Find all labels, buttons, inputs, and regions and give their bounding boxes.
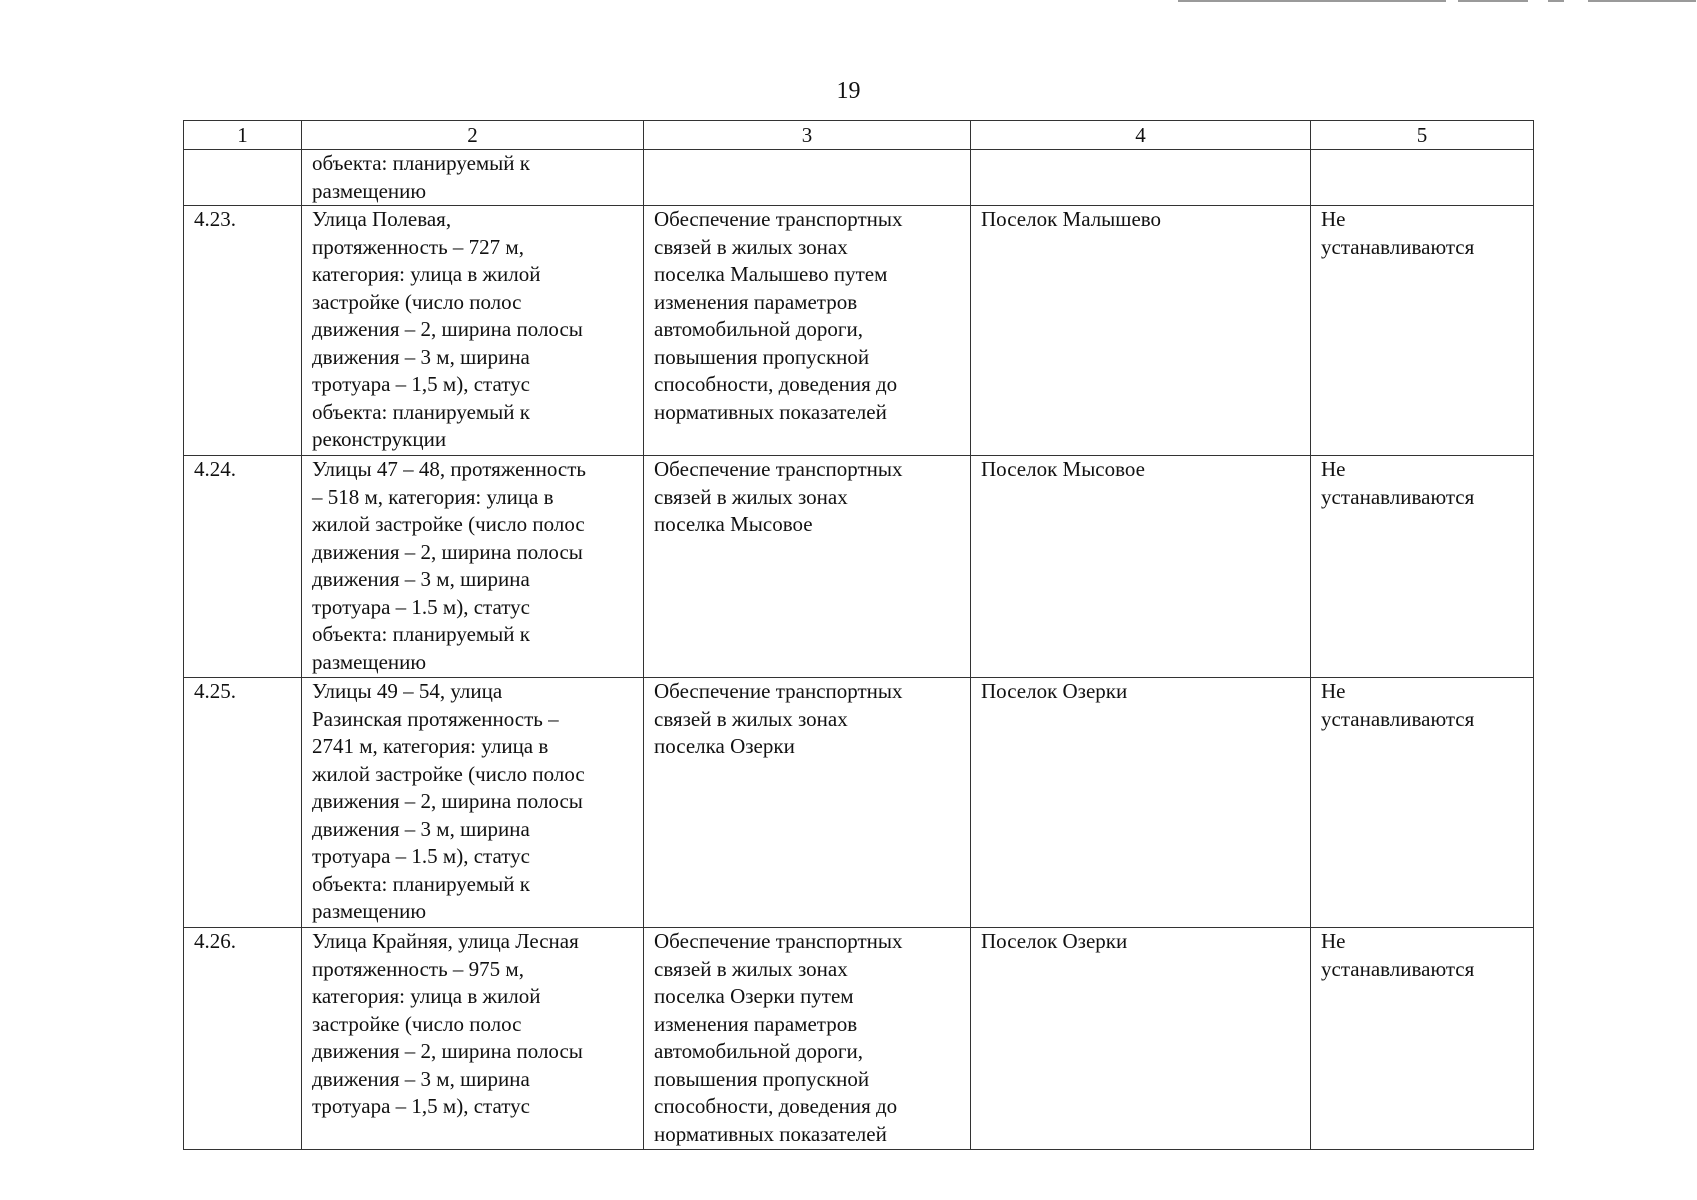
table-row [184,928,1534,1150]
row-number: 4.25. [194,679,236,703]
zones-cell [1311,928,1534,1150]
purpose-cell [644,678,971,928]
row-number-cell [184,206,302,456]
zones-status: Не устанавливаются [1321,207,1475,259]
location-name: Поселок Малышево [981,207,1162,231]
zones-status: Не устанавливаются [1321,929,1475,981]
location-cell [971,678,1311,928]
scan-artifact-line [1178,0,1446,2]
purpose-cell [644,928,971,1150]
row-number: 4.23. [194,207,236,231]
page-number: 19 [836,78,861,104]
column-header: 4 [971,121,1311,150]
location-name: Поселок Озерки [981,679,1128,703]
scan-artifact-line [1588,0,1696,2]
purpose-description: Обеспечение транспортных связей в жилых зонах поселка Озерки путем изменения параметров автомобильной дороги, повышения пропускной способности, доведения до нормативных показателей [654,929,903,1146]
object-cell [302,150,644,206]
zones-status: Не устанавливаются [1321,457,1475,509]
zones-cell [1311,678,1534,928]
zones-cell [1311,206,1534,456]
table-row [184,150,1534,206]
row-number: 4.26. [194,929,236,953]
table-row [184,456,1534,678]
location-cell [971,456,1311,678]
row-number: 4.24. [194,457,236,481]
object-description: Улицы 49 – 54, улица Разинская протяженность – 2741 м, категория: улица в жилой застройке (число полос движения – 2, ширина полосы движения – 3 м, ширина тротуара – 1.5 м), статус объекта: планируемый к размещению [312,679,585,923]
row-number-cell [184,150,302,206]
object-description: Улица Крайняя, улица Лесная протяженность – 975 м, категория: улица в жилой застройке (число полос движения – 2, ширина полосы движения – 3 м, ширина тротуара – 1,5 м), статус [312,929,583,1118]
row-number-cell [184,456,302,678]
object-cell [302,206,644,456]
purpose-description: Обеспечение транспортных связей в жилых зонах поселка Мысовое [654,457,903,536]
object-cell [302,678,644,928]
location-cell [971,150,1311,206]
object-description: объекта: планируемый к размещению [312,151,530,203]
object-cell [302,456,644,678]
location-name: Поселок Мысовое [981,457,1145,481]
location-cell [971,206,1311,456]
location-cell [971,928,1311,1150]
scan-artifact-line [1458,0,1528,2]
column-header: 3 [644,121,971,150]
scan-artifact-line [1548,0,1564,2]
document-table [183,120,1534,1150]
column-header: 1 [184,121,302,150]
table-row [184,206,1534,456]
zones-cell [1311,456,1534,678]
purpose-cell [644,206,971,456]
object-cell [302,928,644,1150]
object-description: Улица Полевая, протяженность – 727 м, категория: улица в жилой застройке (число полос движения – 2, ширина полосы движения – 3 м, ширина тротуара – 1,5 м), статус объекта: планируемый к реконструкции [312,207,583,451]
column-header: 2 [302,121,644,150]
purpose-cell [644,150,971,206]
zones-cell [1311,150,1534,206]
row-number-cell [184,678,302,928]
row-number-cell [184,928,302,1150]
purpose-description: Обеспечение транспортных связей в жилых зонах поселка Озерки [654,679,903,758]
purpose-description: Обеспечение транспортных связей в жилых зонах поселка Малышево путем изменения параметров автомобильной дороги, повышения пропускной способности, доведения до нормативных показателей [654,207,903,424]
object-description: Улицы 47 – 48, протяженность – 518 м, категория: улица в жилой застройке (число полос движения – 2, ширина полосы движения – 3 м, ширина тротуара – 1.5 м), статус объекта: планируемый к размещению [312,457,586,674]
column-header: 5 [1311,121,1534,150]
zones-status: Не устанавливаются [1321,679,1475,731]
purpose-cell [644,456,971,678]
location-name: Поселок Озерки [981,929,1128,953]
table-header-row [184,121,1534,150]
table-row [184,678,1534,928]
